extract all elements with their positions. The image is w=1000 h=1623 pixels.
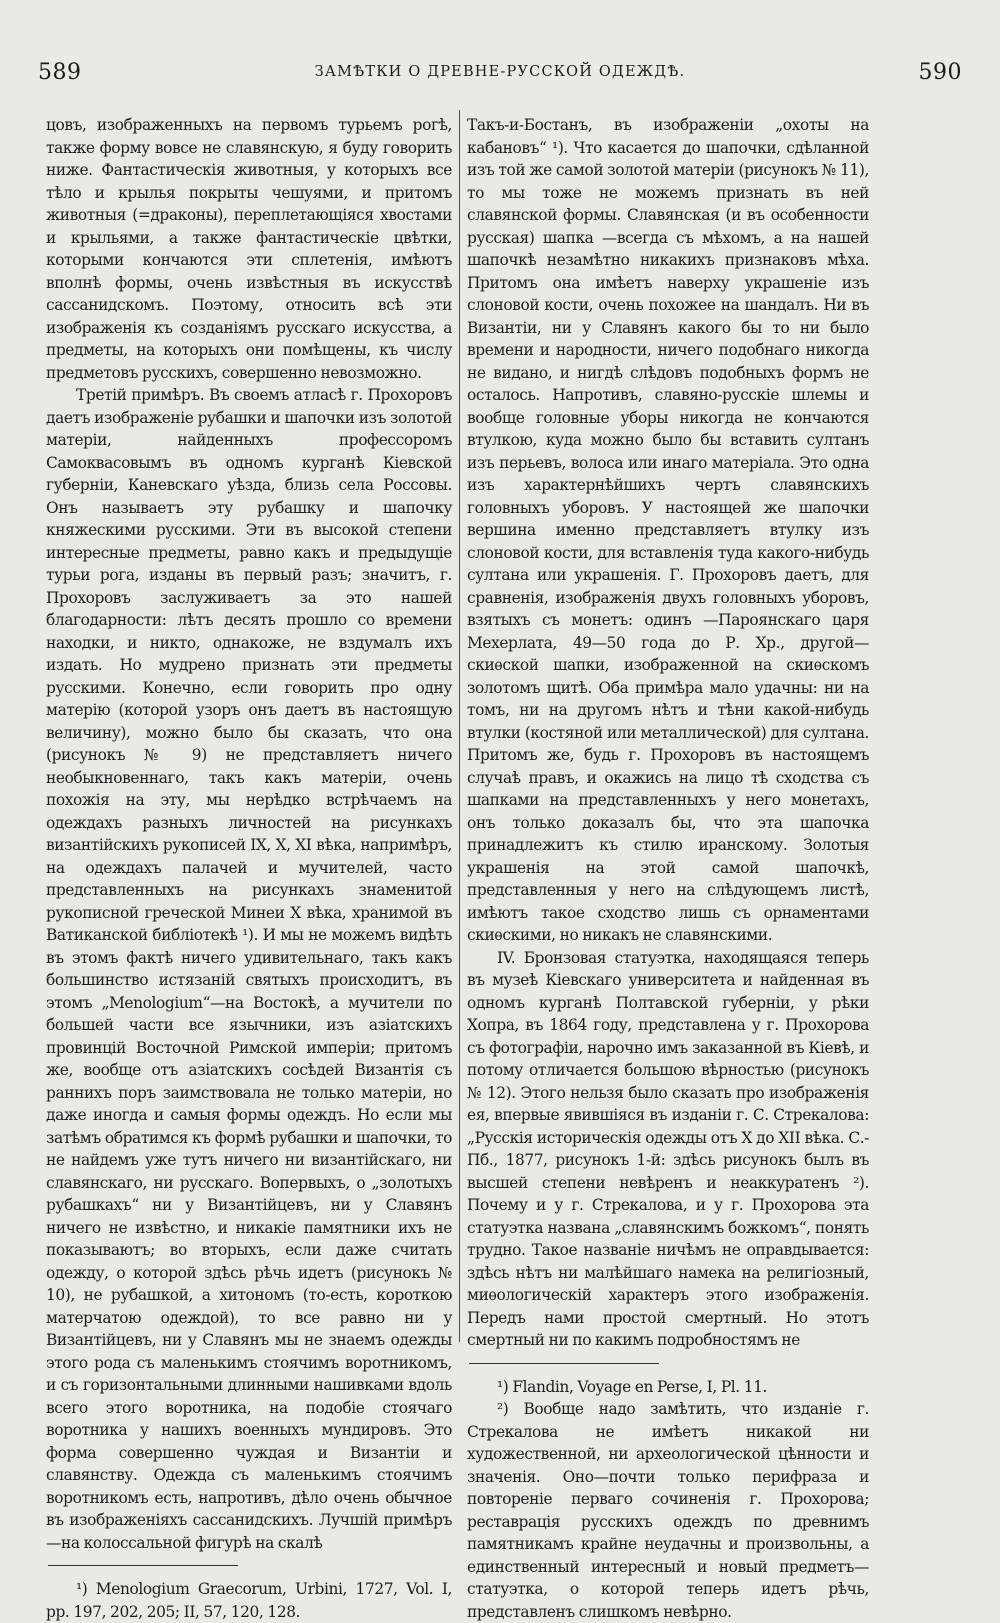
- paragraph: Такъ-и-Бостанъ, въ изображеніи „охоты на кабановъ“ ¹). Что касается до шапочки, сдѣланной изъ той же самой золотой матеріи (рисунокъ № 11), то мы тоже не можемъ признать въ ней славянской формы. Славянская (и въ особенности русская) шапка —всегда съ мѣхомъ, а на нашей шапочкѣ незамѣтно никакихъ признаковъ мѣха. Притомъ она имѣетъ наверху украшеніе изъ слоновой кости, очень похожее на шандалъ. Ни въ Византіи, ни у Славянъ какого бы то ни было времени и народности, ничего подобнаго никогда не видано, и нигдѣ слѣдовъ подобныхъ формъ не осталось. Напротивъ, славяно-русскіе шлемы и вообще головные уборы никогда не кончаются втулкою, куда можно было бы вставить султанъ изъ перьевъ, волоса или инаго матеріала. Это одна изъ характернѣйшихъ чертъ славянскихъ головныхъ уборовъ. У настоящей же шапочки вершина именно представляетъ втулку изъ слоновой кости, для вставленія туда какого-нибудь султана или украшенія. Г. Прохоровъ даетъ, для сравненія, изображенія двухъ головныхъ уборовъ, взятыхъ съ монетъ: одинъ —Пароянскаго царя Мехерлата, 49—50 года до Р. Хр., другой—скиѳской шапки, изображенной на скиѳскомъ золотомъ щитѣ. Оба примѣра мало удачны: ни на томъ, ни на другомъ нѣтъ и тѣни какой-нибудь втулки (костяной или металлической) для султана. Притомъ же, будь г. Прохоровъ въ настоящемъ случаѣ правъ, и окажись на лицо тѣ сходства съ шапками на представленныхъ у него монетахъ, онъ только доказалъ бы, что эта шапочка принадлежитъ къ стилю иранскому. Золотыя украшенія на этой самой шапочкѣ, представленныя у него на слѣдующемъ листѣ, имѣютъ такое сходство лишь съ орнаментами скиѳскими, но никакъ не славянскими.: [467, 116, 869, 944]
- footnote-rule: [48, 1565, 238, 1566]
- left-column: [46, 114, 452, 1623]
- footnote: ²) Вообще надо замѣтить, что изданіе г. Стрекалова не имѣетъ никакой ни художественной, ни археологической цѣнности и значенія. Оно—почти только перифраза и повтореніе перваго сочиненія г. Прохорова; реставрація русскихъ одеждъ по древнимъ памятникамъ крайне неудачны и произвольны, а единственный интересный и новый предметъ—статуэтка, о которой теперь идетъ рѣчь, представленъ слишкомъ невѣрно.: [467, 1400, 869, 1621]
- page-number-left: 589: [38, 60, 82, 85]
- footnote-rule: [469, 1363, 659, 1364]
- paragraph: IV. Бронзовая статуэтка, находящаяся теперь въ музеѣ Кіевскаго университета и найденная въ одномъ курганѣ Полтавской губерніи, у рѣки Хопра, въ 1864 году, представлена у г. Прохорова съ фотографіи, нарочно имъ заказанной въ Кіевѣ, и потому отличается большою вѣрностью (рисунокъ № 12). Этого нельзя было сказать про изображенія ея, впервые явившіяся въ изданіи г. С. Стрекалова: „Русскія историческія одежды отъ X до XII вѣка. С.-Пб., 1877, рисунокъ 1-й: здѣсь рисунокъ былъ въ высшей степени невѣренъ и неаккуратенъ ²). Почему и у г. Стрекалова, и у г. Прохорова эта статуэтка названа „славянскимъ божкомъ“, понять трудно. Такое названіе ничѣмъ не оправдывается: здѣсь нѣтъ ни малѣйшаго намека на религіозный, миѳологическій характеръ этого изображенія. Передъ нами простой смертный. Но этотъ смертный ни по какимъ подробностямъ не: [467, 948, 869, 1349]
- right-column: [467, 114, 869, 1623]
- paragraph: Третій примѣръ. Въ своемъ атласѣ г. Прохоровъ даетъ изображеніе рубашки и шапочки изъ золотой матеріи, найденныхъ профессоромъ Самоквасовымъ въ одномъ курганѣ Кіевской губерніи, Каневскаго уѣзда, близь села Россовы. Онъ называетъ эту рубашку и шапочку княжескими русскими. Эти въ высокой степени интересные предметы, равно какъ и предыдущіе турьи рога, изданы въ первый разъ; значитъ, г. Прохоровъ заслуживаетъ за это нашей благодарности: лѣтъ десять прошло со времени находки, и никто, однакоже, не вздумалъ ихъ издать. Но мудрено признать эти предметы русскими. Конечно, если говорить про одну матерію (которой узоръ онъ даетъ въ настоящую величину), можно было бы сказать, что она (рисунокъ № 9) не представляетъ ничего необыкновеннаго, такъ какъ матеріи, очень похожія на эту, мы нерѣдко встрѣчаемъ на одеждахъ разныхъ личностей на рисункахъ византійскихъ рукописей IX, X, XI вѣка, напримѣръ, на одеждахъ палачей и мучителей, часто представленныхъ на рисункахъ знаменитой рукописной греческой Минеи X вѣка, хранимой въ Ватиканской библіотекѣ ¹). И мы не можемъ видѣть въ этомъ фактѣ ничего удивительнаго, такъ какъ большинство истязаній святыхъ происходитъ, въ этомъ „Menologium“—на Востокѣ, а мучители по большей части все язычники, изъ азіатскихъ провинцій Восточной Римской имперіи; притомъ же, вообще отъ азіатскихъ сосѣдей Византія съ раннихъ поръ заимствовала не только матеріи, но даже иногда и самыя формы одеждъ. Но если мы затѣмъ обратимся къ формѣ рубашки и шапочки, то не найдемъ уже тутъ ничего ни византійскаго, ни славянскаго, ни русскаго. Вопервыхъ, о „золотыхъ рубашкахъ“ ни у Византійцевъ, ни у Славянъ ничего не извѣстно, и никакіе памятники ихъ не показываютъ; во вторыхъ, если даже считать одежду, о которой здѣсь рѣчь идетъ (рисунокъ № 10), не рубашкой, а хитономъ (то-есть, короткою матерчатою одеждой), то все равно ни у Византійцевъ, ни у Славянъ мы не знаемъ одежды этого рода съ маленькимъ стоячимъ воротникомъ, и съ горизонтальными длинными нашивками вдоль всего этого воротника, на подобіе стоячаго воротника у нашихъ военныхъ мундировъ. Это форма совершенно чуждая и Византіи и славянству. Одежда съ маленькимъ стоячимъ воротникомъ есть, напротивъ, дѣло очень обычное въ изображеніяхъ сассанидскихъ. Лучшій примѣръ—на колоссальной фигурѣ на скалѣ: [46, 386, 452, 1552]
- running-title: ЗАМѢТКИ О ДРЕВНЕ-РУССКОЙ ОДЕЖДѢ.: [314, 64, 686, 80]
- column-divider: [459, 110, 460, 1342]
- page-number-right: 590: [918, 60, 962, 85]
- paragraph: цовъ, изображенныхъ на первомъ турьемъ рогѣ, также форму вовсе не славянскую, я буду говорить ниже. Фантастическія животныя, у которыхъ все тѣло и крылья покрыты чешуями, и притомъ животныя (=драконы), переплетающіяся хвостами и крыльями, а также фантастическіе цвѣтки, которыми кончаются эти сплетенія, имѣютъ вполнѣ формы, очень извѣстныя въ искусствѣ сассанидскомъ. Поэтому, относить всѣ эти изображенія къ созданіямъ русскаго искусства, а предметы, на которыхъ они помѣщены, къ числу предметовъ русскихъ, совершенно невозможно.: [46, 116, 452, 382]
- footnote: ¹) Flandin, Voyage en Perse, I, Pl. 11.: [497, 1377, 768, 1396]
- page-header: [38, 60, 962, 94]
- footnote: ¹) Menologium Graecorum, Urbini, 1727, Vol. I, pp. 197, 202, 205; II, 57, 120, 128.: [46, 1580, 452, 1621]
